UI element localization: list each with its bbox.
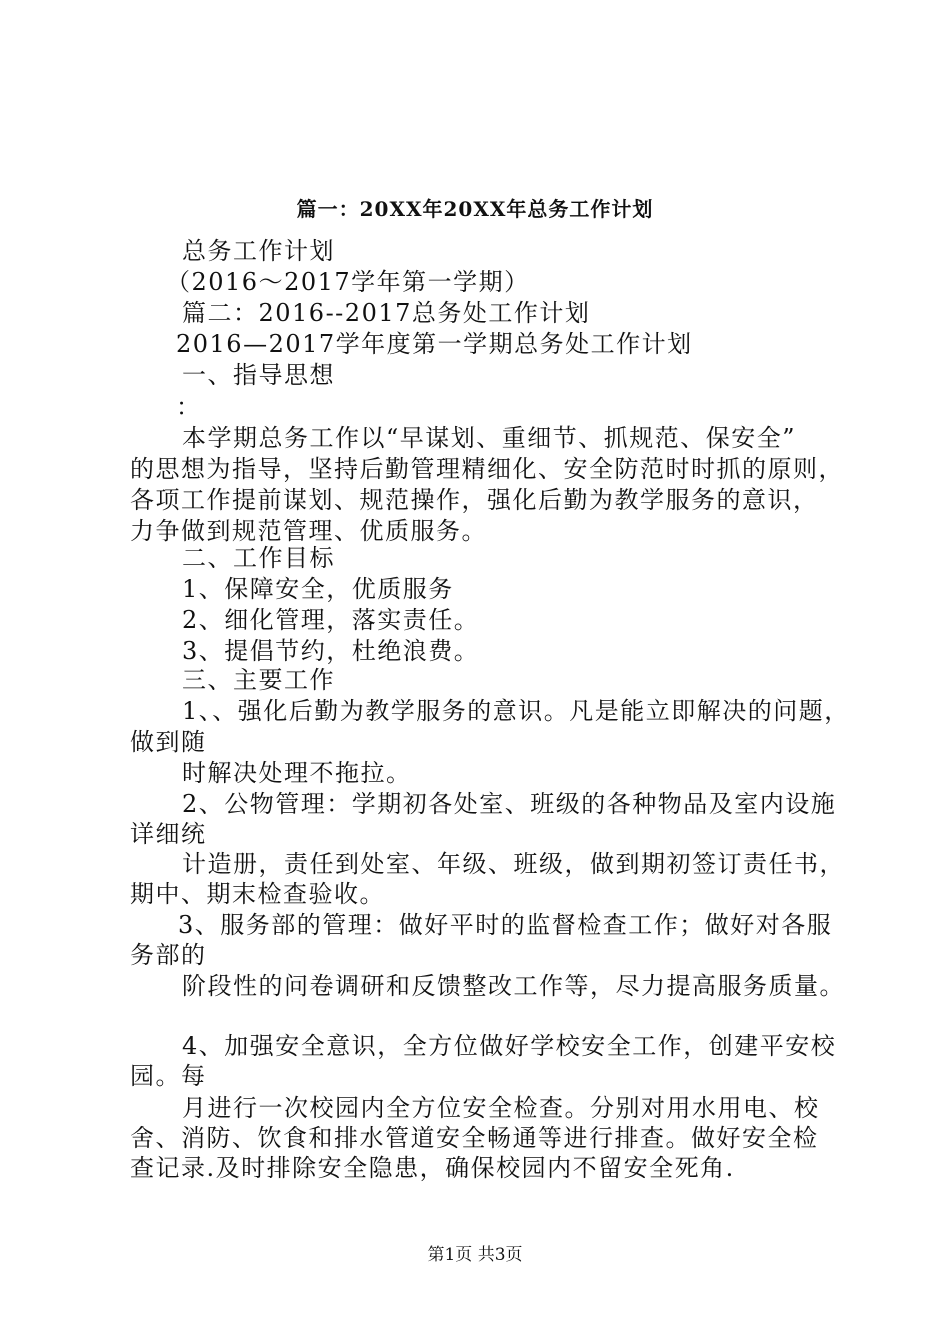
paragraph-line: 务部的 [130, 941, 207, 969]
list-item: 2、公物管理：学期初各处室、班级的各种物品及室内设施 [182, 790, 837, 818]
paragraph-line: 各项工作提前谋划、规范操作，强化后勤为教学服务的意识， [130, 486, 819, 514]
document-title: 篇一：20XX年20XX年总务工作计划 [296, 197, 654, 221]
paragraph-line: ： [176, 393, 202, 421]
paragraph-line: 期中、期末检查验收。 [130, 880, 385, 908]
paragraph-line: 详细统 [130, 820, 207, 848]
paragraph-line: 园。每 [130, 1062, 207, 1090]
paragraph-line: 本学期总务工作以“早谋划、重细节、抓规范、保安全” [182, 424, 797, 452]
paragraph-line: 舍、消防、饮食和排水管道安全畅通等进行排查。做好安全检 [130, 1124, 819, 1152]
paragraph-line: 阶段性的问卷调研和反馈整改工作等，尽力提高服务质量。 [182, 972, 845, 1000]
list-item: 3、服务部的管理：做好平时的监督检查工作；做好对各服 [178, 911, 833, 939]
paragraph-line: 篇二：2016--2017总务处工作计划 [182, 299, 591, 327]
list-item: 3、提倡节约，杜绝浪费。 [182, 637, 480, 665]
paragraph-line: 做到随 [130, 728, 207, 756]
list-item: 4、加强安全意识，全方位做好学校安全工作，创建平安校 [182, 1032, 837, 1060]
section-heading: 一、指导思想 [182, 361, 335, 389]
paragraph-line: （2016～2017学年第一学期） [166, 268, 530, 296]
list-item: 1、保障安全，优质服务 [182, 575, 454, 603]
page-number: 第1页 共3页 [427, 1245, 523, 1265]
paragraph-line: 总务工作计划 [182, 237, 335, 265]
paragraph-line: 时解决处理不拖拉。 [182, 759, 412, 787]
paragraph-line: 的思想为指导，坚持后勤管理精细化、安全防范时时抓的原则， [130, 455, 844, 483]
paragraph-line: 计造册，责任到处室、年级、班级，做到期初签订责任书， [182, 850, 845, 878]
paragraph-line: 2016—2017学年度第一学期总务处工作计划 [176, 330, 693, 358]
list-item: 1、、强化后勤为教学服务的意识。凡是能立即解决的问题， [182, 697, 850, 725]
section-heading: 二、工作目标 [182, 544, 335, 572]
paragraph-line: 力争做到规范管理、优质服务。 [130, 517, 487, 545]
paragraph-line: 查记录.及时排除安全隐患，确保校园内不留安全死角. [130, 1154, 735, 1182]
section-heading: 三、主要工作 [182, 666, 335, 694]
list-item: 2、细化管理，落实责任。 [182, 606, 480, 634]
paragraph-line: 月进行一次校园内全方位安全检查。分别对用水用电、校 [182, 1094, 820, 1122]
